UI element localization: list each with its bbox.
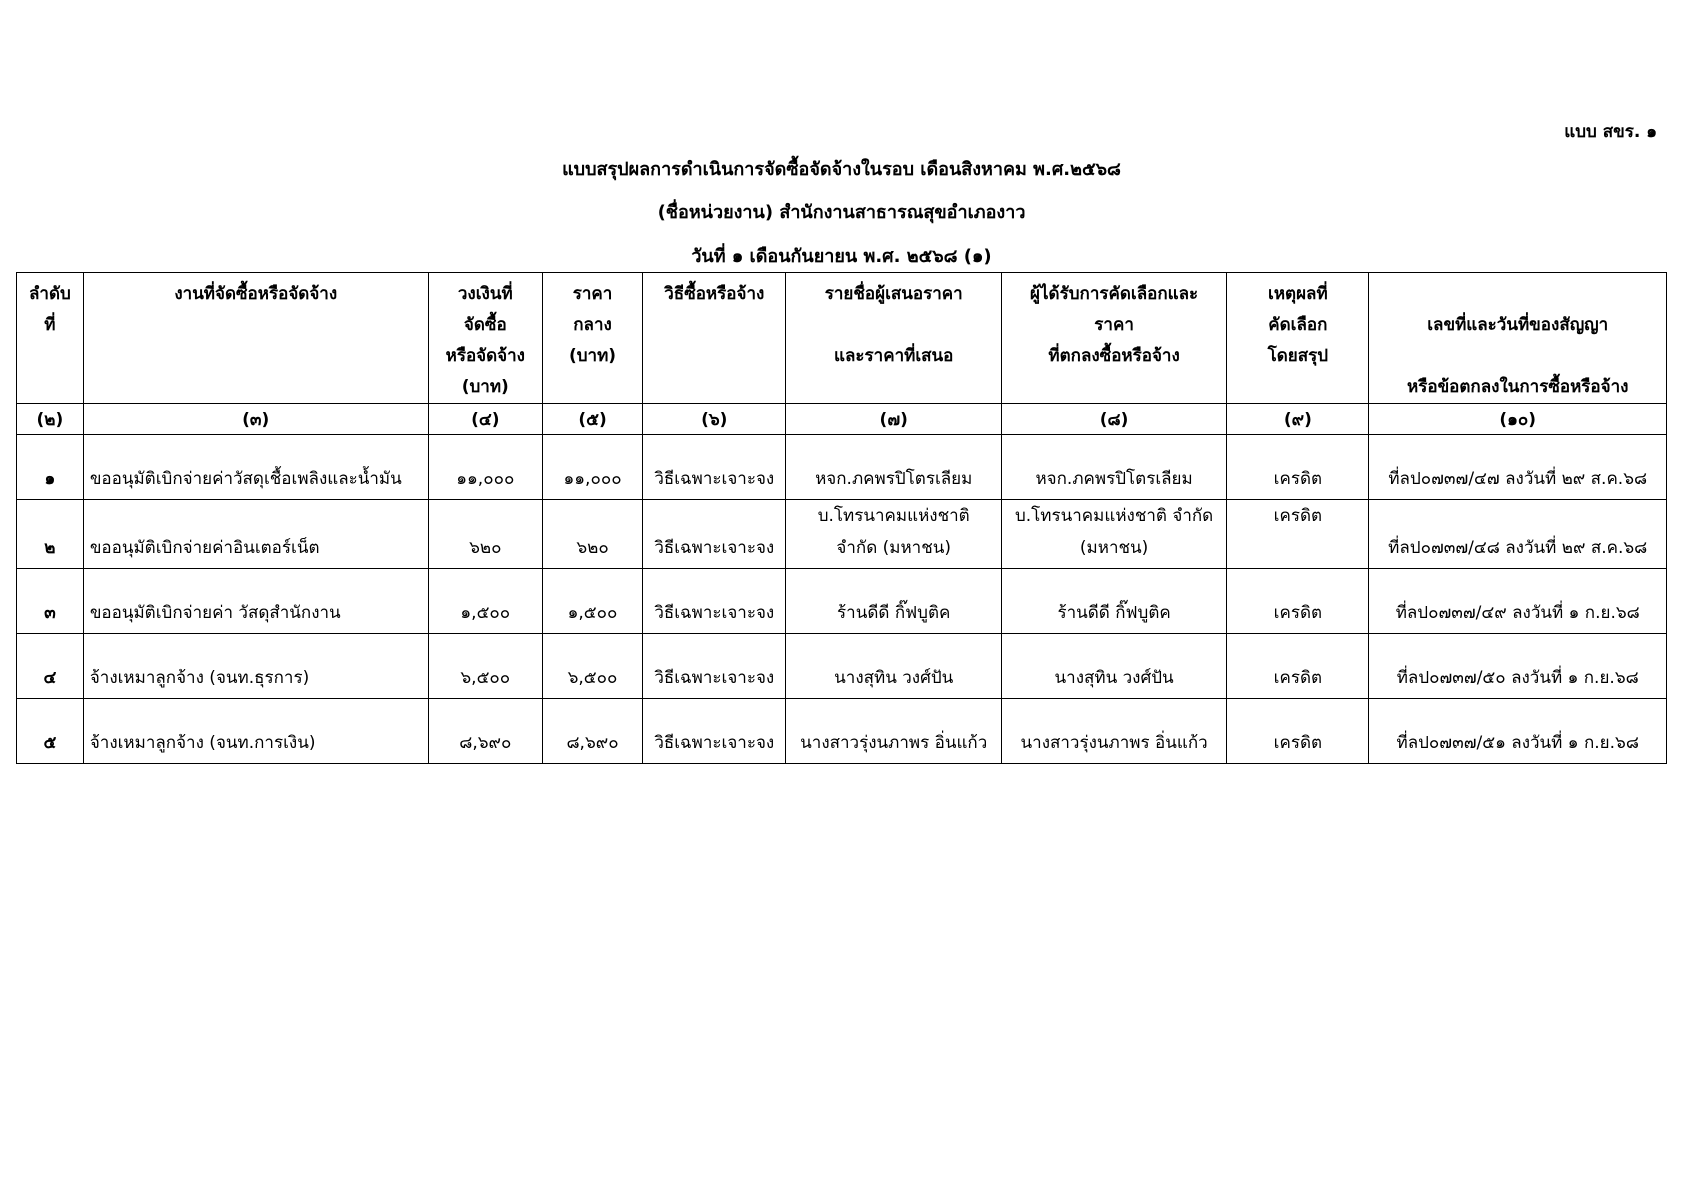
row-contract: ที่ลป๐๗๓๗/๕๐ ลงวันที่ ๑ ก.ย.๖๘ bbox=[1369, 634, 1667, 699]
row-method: วิธีเฉพาะเจาะจง bbox=[643, 699, 786, 764]
row-number: ๓ bbox=[17, 569, 84, 634]
row-budget: ๖๒๐ bbox=[428, 500, 542, 569]
row-method: วิธีเฉพาะเจาะจง bbox=[643, 569, 786, 634]
row-item: จ้างเหมาลูกจ้าง (จนท.ธุรการ) bbox=[83, 634, 428, 699]
header-selected: ผู้ได้รับการคัดเลือกและ ราคา ที่ตกลงซื้อหรือจ้าง bbox=[1001, 273, 1226, 404]
row-median-price: ๘,๖๙๐ bbox=[542, 699, 642, 764]
row-bidders: ร้านดีดี กิ๊ฟบูติค bbox=[786, 569, 1002, 634]
header-bidders: รายชื่อผู้เสนอราคา และราคาที่เสนอ bbox=[786, 273, 1002, 404]
header-sequence: ลำดับ ที่ bbox=[17, 273, 84, 404]
row-item: ขออนุมัติเบิกจ่ายค่าอินเตอร์เน็ต bbox=[83, 500, 428, 569]
header-reason: เหตุผลที่ คัดเลือก โดยสรุป bbox=[1227, 273, 1369, 404]
row-selected: หจก.ภคพรปิโตรเลียม bbox=[1001, 435, 1226, 500]
row-selected bbox=[1001, 500, 1226, 569]
row-median-price: ๑๑,๐๐๐ bbox=[542, 435, 642, 500]
agency-name: (ชื่อหน่วยงาน) สำนักงานสาธารณสุขอำเภองาว bbox=[657, 202, 1026, 223]
form-code: แบบ สขร. ๑ bbox=[1564, 122, 1657, 142]
row-reason: เครดิต bbox=[1227, 500, 1369, 569]
header-contract: เลขที่และวันที่ของสัญญา หรือข้อตกลงในการซื้อหรือจ้าง bbox=[1369, 273, 1667, 404]
row-bidders: หจก.ภคพรปิโตรเลียม bbox=[786, 435, 1002, 500]
row-item: ขออนุมัติเบิกจ่ายค่าวัสดุเชื้อเพลิงและน้ำมัน bbox=[83, 435, 428, 500]
row-contract: ที่ลป๐๗๓๗/๔๘ ลงวันที่ ๒๙ ส.ค.๖๘ bbox=[1369, 500, 1667, 569]
row-selected: นางสุทิน วงศ์ปัน bbox=[1001, 634, 1226, 699]
column-number-row bbox=[17, 404, 1667, 435]
table-row bbox=[17, 569, 1667, 634]
column-number: (๔) bbox=[428, 404, 542, 435]
report-title: แบบสรุปผลการดำเนินการจัดซื้อจัดจ้างในรอบ เดือนสิงหาคม พ.ศ.๒๕๖๘ bbox=[562, 159, 1121, 180]
row-median-price: ๖,๕๐๐ bbox=[542, 634, 642, 699]
row-median-price: ๖๒๐ bbox=[542, 500, 642, 569]
row-number: ๔ bbox=[17, 634, 84, 699]
row-method: วิธีเฉพาะเจาะจง bbox=[643, 634, 786, 699]
column-number: (๙) bbox=[1227, 404, 1369, 435]
table-row bbox=[17, 435, 1667, 500]
table-row bbox=[17, 634, 1667, 699]
row-bidders-line: จำกัด (มหาชน) bbox=[836, 538, 952, 558]
row-method: วิธีเฉพาะเจาะจง bbox=[643, 500, 786, 569]
row-item: จ้างเหมาลูกจ้าง (จนท.การเงิน) bbox=[83, 699, 428, 764]
row-bidders bbox=[786, 500, 1002, 569]
row-bidders-line: บ.โทรนาคมแห่งชาติ bbox=[817, 506, 970, 526]
column-number: (๖) bbox=[643, 404, 786, 435]
row-contract: ที่ลป๐๗๓๗/๔๙ ลงวันที่ ๑ ก.ย.๖๘ bbox=[1369, 569, 1667, 634]
row-number: ๕ bbox=[17, 699, 84, 764]
row-contract: ที่ลป๐๗๓๗/๕๑ ลงวันที่ ๑ ก.ย.๖๘ bbox=[1369, 699, 1667, 764]
row-method: วิธีเฉพาะเจาะจง bbox=[643, 435, 786, 500]
row-bidders: นางสุทิน วงศ์ปัน bbox=[786, 634, 1002, 699]
header-row bbox=[17, 273, 1667, 404]
header-budget: วงเงินที่ จัดซื้อ หรือจัดจ้าง (บาท) bbox=[428, 273, 542, 404]
header-item: งานที่จัดซื้อหรือจัดจ้าง bbox=[83, 273, 428, 404]
procurement-summary-table bbox=[16, 272, 1667, 764]
row-median-price: ๑,๕๐๐ bbox=[542, 569, 642, 634]
header-method: วิธีซื้อหรือจ้าง bbox=[643, 273, 786, 404]
header-median-price: ราคา กลาง (บาท) bbox=[542, 273, 642, 404]
row-reason: เครดิต bbox=[1227, 435, 1369, 500]
row-selected: ร้านดีดี กิ๊ฟบูติค bbox=[1001, 569, 1226, 634]
column-number: (๑๐) bbox=[1369, 404, 1667, 435]
row-number: ๑ bbox=[17, 435, 84, 500]
row-budget: ๑,๕๐๐ bbox=[428, 569, 542, 634]
report-date: วันที่ ๑ เดือนกันยายน พ.ศ. ๒๕๖๘ (๑) bbox=[691, 246, 992, 267]
row-selected: นางสาวรุ่งนภาพร อิ่นแก้ว bbox=[1001, 699, 1226, 764]
table-row bbox=[17, 500, 1667, 569]
column-number: (๗) bbox=[786, 404, 1002, 435]
row-reason: เครดิต bbox=[1227, 569, 1369, 634]
row-reason: เครดิต bbox=[1227, 634, 1369, 699]
column-number: (๒) bbox=[17, 404, 84, 435]
row-contract: ที่ลป๐๗๓๗/๔๗ ลงวันที่ ๒๙ ส.ค.๖๘ bbox=[1369, 435, 1667, 500]
column-number: (๓) bbox=[83, 404, 428, 435]
row-item: ขออนุมัติเบิกจ่ายค่า วัสดุสำนักงาน bbox=[83, 569, 428, 634]
row-reason: เครดิต bbox=[1227, 699, 1369, 764]
row-budget: ๑๑,๐๐๐ bbox=[428, 435, 542, 500]
row-budget: ๖,๕๐๐ bbox=[428, 634, 542, 699]
table-row bbox=[17, 699, 1667, 764]
column-number: (๘) bbox=[1001, 404, 1226, 435]
row-budget: ๘,๖๙๐ bbox=[428, 699, 542, 764]
row-selected-line: (มหาชน) bbox=[1079, 538, 1149, 558]
column-number: (๕) bbox=[542, 404, 642, 435]
row-number: ๒ bbox=[17, 500, 84, 569]
row-selected-line: บ.โทรนาคมแห่งชาติ จำกัด bbox=[1014, 506, 1214, 526]
row-bidders: นางสาวรุ่งนภาพร อิ่นแก้ว bbox=[786, 699, 1002, 764]
